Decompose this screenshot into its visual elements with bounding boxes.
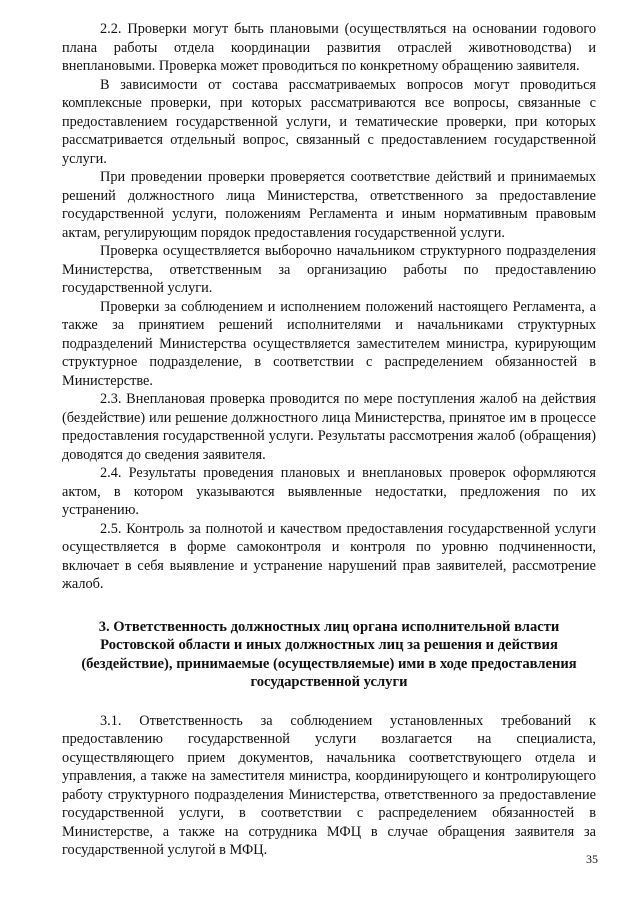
paragraph-2-2: 2.2. Проверки могут быть плановыми (осуществляться на основании годового плана работы отдела координации развития отраслей животноводства) и внеплановыми. Проверка может проводиться по конкретному обращению заявителя. [62,21,596,74]
paragraph-selective-inspection: Проверка осуществляется выборочно начальником структурного подразделения Министерства, ответственным за организацию работы по предоставлению государственной услуги. [62,243,596,296]
document-page [62,20,596,860]
section-3-heading: 3. Ответственность должностных лиц органа исполнительной власти Ростовской области и иных должностных лиц за решения и действия (бездействие), принимаемые (осуществляемые) ими в ходе предоставления государственной услуги [81,618,577,690]
paragraph-inspection-types: В зависимости от состава рассматриваемых вопросов могут проводиться комплексные проверки, при которых рассматриваются все вопросы, связанные с предоставлением государственной услуги, и тематические проверки, при которых рассматривается отдельный вопрос, связанный с предоставлением государственной услуги. [62,76,596,167]
paragraph-3-1: 3.1. Ответственность за соблюдением установленных требований к предоставлению государственной услуги возлагается на специалиста, осуществляющего прием документов, начальника соответствующего отдела и управления, а также на заместителя министра, координирующего и контролирующего работу структурного подразделения Министерства, ответственного за предоставление государственной услуги, в соответствии с распределением обязанностей в Министерстве, а также на сотрудника МФЦ в случае обращения заявителя за государственной услугой в МФЦ. [62,712,596,858]
paragraph-regulation-compliance: Проверки за соблюдением и исполнением положений настоящего Регламента, а также за принятием решений исполнителями и начальниками структурных подразделений Министерства осуществляется заместителем министра, курирующим структурное подразделение, в соответствии с распределением обязанностей в Министерстве. [62,298,596,389]
paragraph-inspection-scope: При проведении проверки проверяется соответствие действий и принимаемых решений должностного лица Министерства, ответственного за предоставление государственной услуги, положениям Регламента и иным нормативным правовым актам, регулирующим порядок предоставления государственной услуги. [62,169,596,241]
paragraph-2-3: 2.3. Внеплановая проверка проводится по мере поступления жалоб на действия (бездействие) или решение должностного лица Министерства, принятое им в процессе предоставления государственной услуги. Результаты рассмотрения жалоб (обращения) доводятся до сведения заявителя. [62,391,596,463]
paragraph-2-4: 2.4. Результаты проведения плановых и внеплановых проверок оформляются актом, в котором указываются выявленные недостатки, предложения по их устранению. [62,465,596,518]
paragraph-2-5: 2.5. Контроль за полнотой и качеством предоставления государственной услуги осуществляется в форме самоконтроля и контроля по уровню подчиненности, включает в себя выявление и устранение нарушений прав заявителей, рассмотрение жалоб. [62,520,596,592]
page-number: 35 [586,852,598,866]
